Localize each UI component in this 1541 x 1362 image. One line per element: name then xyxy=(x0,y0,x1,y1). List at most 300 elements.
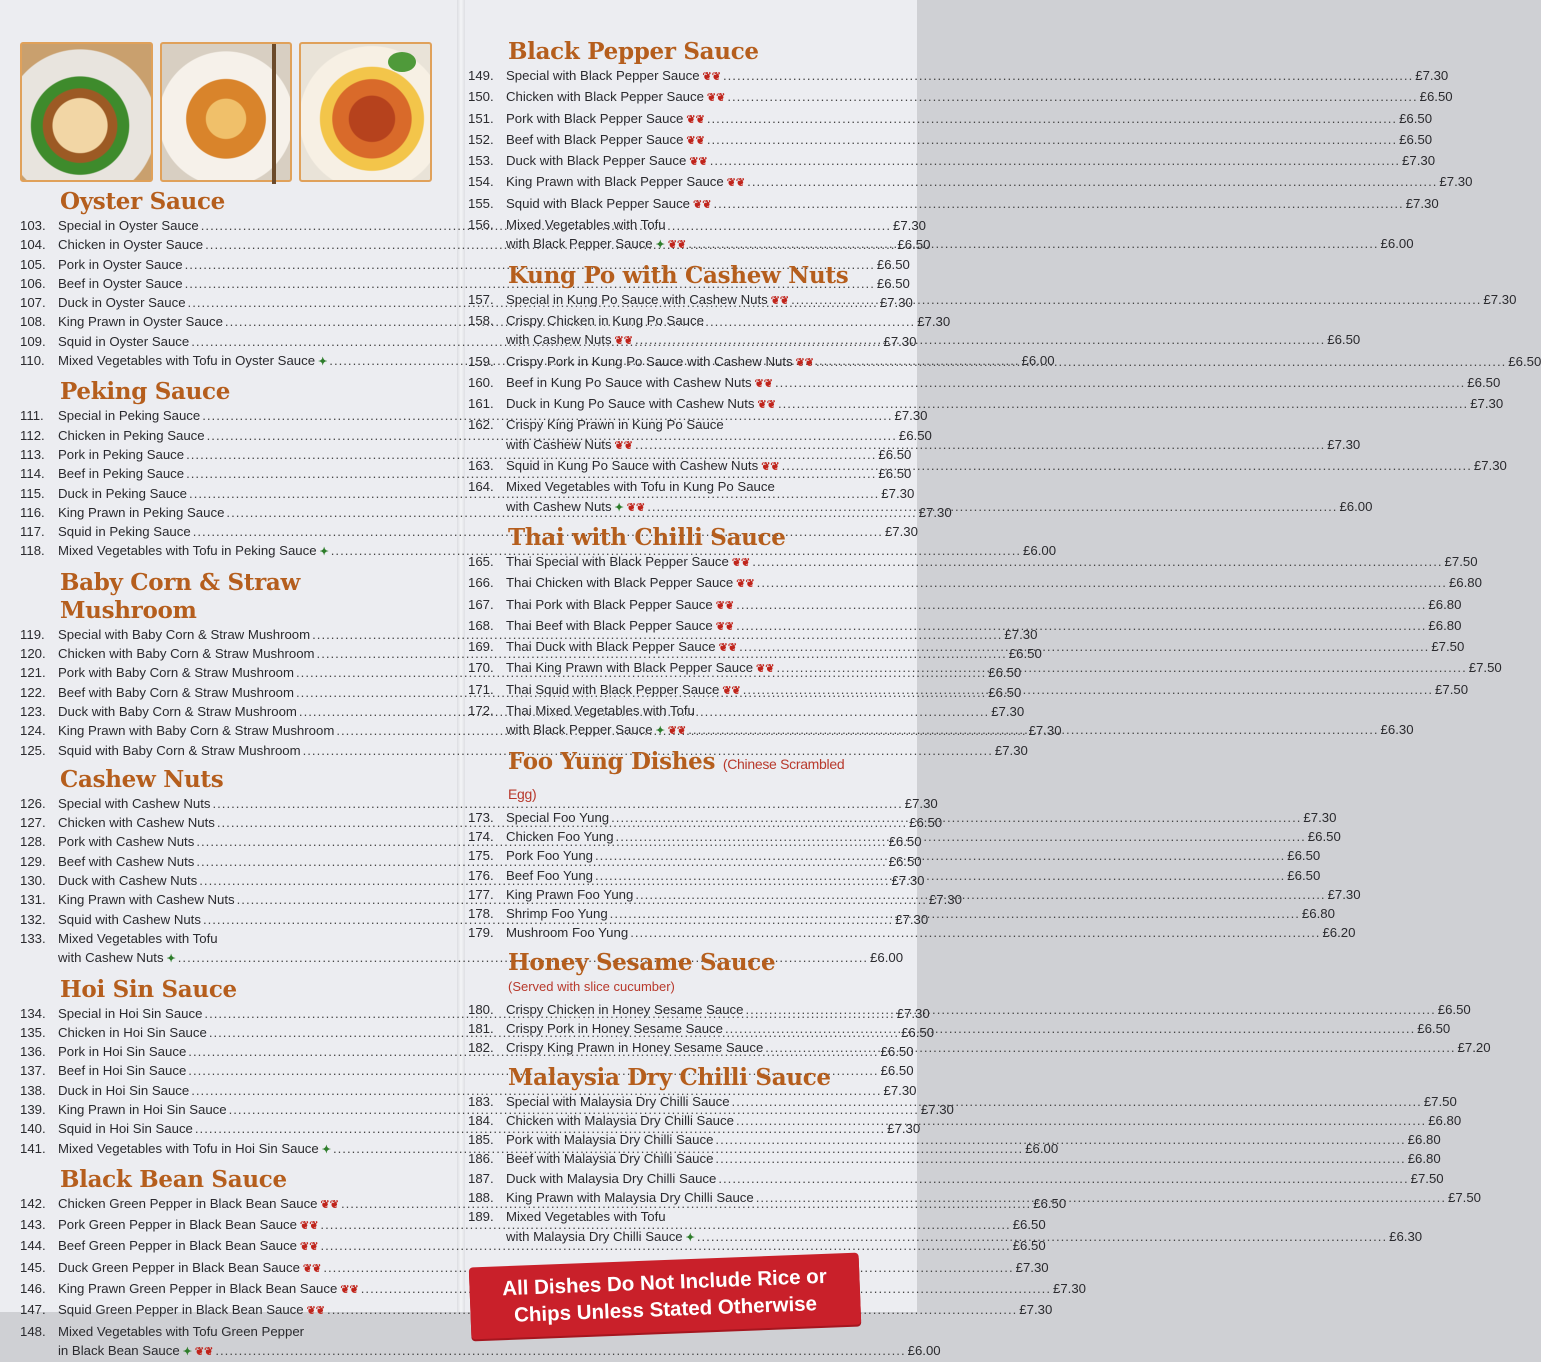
item-price: £7.30 xyxy=(884,524,918,540)
item-price: £6.50 xyxy=(1508,353,1541,369)
item-name: Pork in Hoi Sin Sauce xyxy=(58,1044,187,1060)
section-title-text: Kung Po with Cashew Nuts xyxy=(508,261,849,289)
item-name: Special in Peking Sauce xyxy=(58,408,201,424)
dot-leader xyxy=(630,923,1320,942)
chilli-icon: ❦❦ xyxy=(614,335,633,348)
item-price: £7.30 xyxy=(893,218,927,233)
chilli-icon: ❦❦ xyxy=(706,92,726,105)
item-number: 179. xyxy=(468,925,494,941)
item-number: 108. xyxy=(20,314,46,330)
section-title-text: Thai with Chilli Sauce xyxy=(508,523,786,551)
chilli-icon: ❦❦ xyxy=(299,1220,319,1233)
chilli-icon: ❦❦ xyxy=(718,642,738,655)
section-title-text: Foo Yung Dishes xyxy=(508,747,716,775)
section-title-text: Honey Sesame Sauce xyxy=(508,948,776,976)
chilli-icon: ❦❦ xyxy=(722,684,741,697)
chilli-icon: ❦❦ xyxy=(686,113,705,126)
menu-item xyxy=(468,923,1356,942)
item-price: £6.50 xyxy=(1012,1217,1046,1233)
menu-item xyxy=(468,552,1478,573)
dot-leader xyxy=(713,194,1403,213)
item-price: £6.00 xyxy=(1339,498,1373,514)
dot-leader xyxy=(776,658,1466,677)
item-name: Crispy Chicken in Kung Po Sauce xyxy=(506,312,704,328)
item-number: 169. xyxy=(468,639,494,655)
item-name-line2 xyxy=(506,435,1360,456)
item-price: £7.30 xyxy=(1015,1259,1049,1275)
item-name: Duck with Black Pepper Sauce xyxy=(506,153,687,169)
item-price: £6.50 xyxy=(898,427,932,443)
item-price: £6.80 xyxy=(1428,596,1462,612)
section-title xyxy=(60,766,432,794)
chilli-icon: ❦❦ xyxy=(761,461,780,474)
item-name: Duck with Baby Corn & Straw Mushroom xyxy=(58,703,297,719)
item-price: £6.50 xyxy=(878,446,912,462)
item-price: £7.30 xyxy=(928,892,962,908)
item-number: 118. xyxy=(20,543,45,559)
item-number: 187. xyxy=(468,1170,494,1186)
item-number: 189. xyxy=(468,1209,494,1225)
item-name: Beef with Cashew Nuts xyxy=(58,853,195,869)
section-title xyxy=(60,976,432,1004)
item-price: £6.50 xyxy=(888,853,922,869)
item-name: Duck in Kung Po Sauce with Cashew Nuts xyxy=(506,396,755,412)
chilli-icon: ❦❦ xyxy=(667,239,687,252)
item-name: Mixed Vegetables with Tofu in Hoi Sin Sauce xyxy=(58,1140,319,1156)
menu-item xyxy=(20,794,938,813)
menu-item xyxy=(468,1169,1444,1188)
item-name: Pork Green Pepper in Black Bean Sauce xyxy=(58,1217,297,1233)
rice-chips-banner xyxy=(469,1252,861,1339)
item-name: Chicken in Peking Sauce xyxy=(58,427,205,443)
item-price: £7.30 xyxy=(879,295,913,311)
item-price: £7.50 xyxy=(1431,639,1465,655)
item-name: King Prawn in Oyster Sauce xyxy=(58,314,223,330)
item-number: 174. xyxy=(468,828,494,844)
item-name-block xyxy=(506,215,1414,256)
item-price: £7.30 xyxy=(1327,886,1361,902)
section-subtitle: (Chinese Scrambled Egg) xyxy=(508,755,845,802)
chilli-icon: ❦❦ xyxy=(340,1284,359,1297)
dot-leader xyxy=(595,866,1285,885)
item-number: 164. xyxy=(468,479,494,495)
item-price: £6.50 xyxy=(1399,131,1433,147)
item-name: Mushroom Foo Yung xyxy=(506,925,629,941)
section-title xyxy=(60,569,432,625)
chilli-icon: ❦❦ xyxy=(756,663,775,676)
item-price: £6.00 xyxy=(1025,1140,1059,1156)
item-number: 133. xyxy=(20,930,46,946)
dot-leader xyxy=(791,290,1481,309)
item-number: 168. xyxy=(468,617,494,633)
menu-section xyxy=(468,261,1541,518)
item-price: £6.50 xyxy=(1287,848,1321,864)
item-price: £7.30 xyxy=(883,1082,917,1098)
item-number: 143. xyxy=(20,1217,46,1233)
item-price: £6.50 xyxy=(1008,646,1042,662)
chilli-icon: ❦❦ xyxy=(194,1345,214,1358)
section-title xyxy=(508,262,870,290)
item-price: £7.30 xyxy=(1483,291,1517,307)
item-number: 135. xyxy=(20,1024,46,1040)
item-number: 142. xyxy=(20,1195,46,1211)
banner-line-2: Chips Unless Stated Otherwise xyxy=(513,1292,818,1327)
dot-leader xyxy=(635,885,1325,904)
item-number: 136. xyxy=(20,1044,46,1060)
item-name: Thai Duck with Black Pepper Sauce xyxy=(506,639,716,655)
item-price: £7.30 xyxy=(904,795,938,811)
item-name: Special in Kung Po Sauce with Cashew Nuts xyxy=(506,291,768,307)
item-number: 176. xyxy=(468,867,494,883)
item-name: Beef in Oyster Sauce xyxy=(58,275,183,291)
item-name: Crispy Pork in Honey Sesame Sauce xyxy=(506,1020,723,1036)
item-name-line2 xyxy=(506,330,1360,351)
item-name-line2 xyxy=(58,1341,941,1362)
item-name: King Prawn with Malaysia Dry Chilli Sauce xyxy=(506,1190,754,1206)
item-number: 167. xyxy=(468,596,494,612)
item-price: £6.00 xyxy=(907,1342,941,1358)
dot-leader xyxy=(715,1130,1405,1149)
item-price: £7.30 xyxy=(1473,458,1507,474)
item-number: 121. xyxy=(20,665,46,681)
dot-leader xyxy=(715,1149,1405,1168)
section-title-text: Black Bean Sauce xyxy=(60,1165,287,1193)
item-name-cont: with Cashew Nuts xyxy=(58,950,164,966)
item-price: £7.30 xyxy=(1303,809,1337,825)
item-number: 157. xyxy=(468,291,494,307)
chilli-icon: ❦❦ xyxy=(795,356,815,369)
item-price: £7.30 xyxy=(917,314,951,330)
item-price: £7.30 xyxy=(1415,68,1449,83)
item-price: £7.30 xyxy=(1019,1302,1053,1318)
vegetarian-icon: ✦ xyxy=(182,1345,192,1358)
item-name: Beef in Hoi Sin Sauce xyxy=(58,1063,187,1079)
item-number: 165. xyxy=(468,553,494,569)
item-price: £7.30 xyxy=(894,408,928,424)
dot-leader xyxy=(635,330,1325,349)
item-name: Squid in Hoi Sin Sauce xyxy=(58,1121,193,1137)
chilli-icon: ❦❦ xyxy=(736,578,755,591)
item-number: 116. xyxy=(20,504,45,520)
item-name: Chicken with Malaysia Dry Chilli Sauce xyxy=(506,1112,734,1128)
item-price: £6.50 xyxy=(1437,1001,1471,1017)
item-number: 106. xyxy=(20,275,46,291)
item-price: £6.30 xyxy=(1389,1228,1423,1244)
item-number: 145. xyxy=(20,1259,46,1275)
dot-leader xyxy=(752,552,1442,571)
menu-item xyxy=(468,595,1462,616)
item-name-cont: with Black Pepper Sauce xyxy=(506,722,653,738)
dot-leader xyxy=(635,435,1325,454)
item-price: £7.30 xyxy=(887,1121,921,1137)
item-price: £6.80 xyxy=(1407,1132,1441,1148)
item-number: 146. xyxy=(20,1281,46,1297)
item-name: Duck Green Pepper in Black Bean Sauce xyxy=(58,1259,300,1275)
dot-leader xyxy=(611,808,1301,827)
item-name-cont: with Malaysia Dry Chilli Sauce xyxy=(506,1228,683,1244)
item-number: 155. xyxy=(468,195,494,211)
dot-leader xyxy=(732,1092,1422,1111)
item-number: 113. xyxy=(20,446,45,462)
item-number: 184. xyxy=(468,1112,494,1128)
section-title-text: Baby Corn & Straw Mushroom xyxy=(60,568,301,624)
item-price: £6.50 xyxy=(878,466,912,482)
item-name: Chicken with Baby Corn & Straw Mushroom xyxy=(58,646,315,662)
item-name: Thai Squid with Black Pepper Sauce xyxy=(506,681,720,697)
item-price: £6.50 xyxy=(876,256,910,272)
item-name: Thai Special with Black Pepper Sauce xyxy=(506,553,729,569)
item-number: 111. xyxy=(20,408,44,424)
dot-leader xyxy=(782,456,1472,475)
right-sections xyxy=(468,38,1541,1248)
menu-item xyxy=(468,827,1341,846)
item-price: £6.80 xyxy=(1428,617,1462,633)
item-name: Thai Chicken with Black Pepper Sauce xyxy=(506,575,734,591)
item-price: £6.30 xyxy=(1380,722,1414,738)
item-name: Mixed Vegetables with Tofu xyxy=(58,930,218,946)
dot-leader xyxy=(215,1341,905,1360)
item-price: £7.50 xyxy=(1444,553,1478,569)
section-title xyxy=(60,1166,432,1194)
chilli-icon: ❦❦ xyxy=(726,177,746,190)
menu-item xyxy=(20,741,1028,760)
item-number: 119. xyxy=(20,626,45,642)
item-name-block xyxy=(506,701,1414,742)
item-name: Squid in Kung Po Sauce with Cashew Nuts xyxy=(506,458,759,474)
menu-section xyxy=(468,747,1361,943)
item-number: 153. xyxy=(468,153,494,169)
chilli-icon: ❦❦ xyxy=(626,501,646,514)
section-title-text: Hoi Sin Sauce xyxy=(60,975,237,1003)
section-title-text: Malaysia Dry Chilli Sauce xyxy=(508,1063,831,1091)
vegetarian-icon: ✦ xyxy=(655,725,665,738)
item-name: Chicken in Hoi Sin Sauce xyxy=(58,1024,207,1040)
item-price: £6.50 xyxy=(888,834,922,850)
section-title xyxy=(508,38,870,66)
item-number: 178. xyxy=(468,906,494,922)
item-number: 181. xyxy=(468,1020,494,1036)
item-name-line2 xyxy=(506,497,1372,518)
dot-leader xyxy=(727,87,1417,106)
item-name: Duck with Malaysia Dry Chilli Sauce xyxy=(506,1170,717,1186)
vegetarian-icon: ✦ xyxy=(321,1143,331,1156)
item-name: King Prawn in Peking Sauce xyxy=(58,504,225,520)
item-number: 134. xyxy=(20,1005,46,1021)
dot-leader xyxy=(707,130,1397,149)
item-name: King Prawn Foo Yung xyxy=(506,886,634,902)
item-name-block xyxy=(506,311,1360,352)
chilli-icon: ❦❦ xyxy=(686,134,705,147)
right-column xyxy=(468,0,1541,1332)
chilli-icon: ❦❦ xyxy=(300,1241,319,1254)
item-name: Thai Beef with Black Pepper Sauce xyxy=(506,617,713,633)
vegetarian-icon: ✦ xyxy=(319,546,329,559)
item-number: 162. xyxy=(468,417,494,433)
menu-item xyxy=(20,1322,941,1362)
section-title xyxy=(60,188,432,216)
item-name: Special in Hoi Sin Sauce xyxy=(58,1005,203,1021)
item-number: 186. xyxy=(468,1151,494,1167)
item-price: £7.50 xyxy=(1423,1093,1457,1109)
dot-leader xyxy=(718,1169,1408,1188)
item-number: 110. xyxy=(20,353,45,369)
item-name: Beef with Black Pepper Sauce xyxy=(506,131,684,147)
item-name-block xyxy=(506,415,1360,456)
item-number: 172. xyxy=(468,703,494,719)
item-name: Beef in Kung Po Sauce with Cashew Nuts xyxy=(506,374,752,390)
item-number: 122. xyxy=(20,684,46,700)
item-name-cont: with Cashew Nuts xyxy=(506,332,612,348)
item-number: 137. xyxy=(20,1063,46,1079)
item-number: 117. xyxy=(20,524,45,540)
item-number: 152. xyxy=(468,131,494,147)
item-number: 105. xyxy=(20,256,46,272)
vegetarian-icon: ✦ xyxy=(655,239,665,252)
item-name: Squid with Baby Corn & Straw Mushroom xyxy=(58,742,301,758)
dot-leader xyxy=(816,352,1506,371)
item-name-block xyxy=(506,477,1372,518)
item-number: 104. xyxy=(20,237,46,253)
item-name: Beef with Malaysia Dry Chilli Sauce xyxy=(506,1151,714,1167)
item-name: King Prawn in Hoi Sin Sauce xyxy=(58,1101,227,1117)
item-price: £6.50 xyxy=(1033,1195,1067,1211)
item-price: £7.30 xyxy=(1470,396,1504,412)
item-name: Duck in Hoi Sin Sauce xyxy=(58,1082,190,1098)
item-number: 125. xyxy=(20,742,46,758)
vegetarian-icon: ✦ xyxy=(318,356,328,369)
item-number: 188. xyxy=(468,1190,494,1206)
chilli-icon: ❦❦ xyxy=(306,1305,326,1318)
menu-item xyxy=(20,1258,1049,1279)
item-name: Squid with Black Pepper Sauce xyxy=(506,195,691,211)
item-number: 141. xyxy=(20,1140,46,1156)
item-price: £7.20 xyxy=(1457,1040,1491,1056)
dot-leader xyxy=(736,595,1426,614)
item-number: 154. xyxy=(468,174,494,190)
item-name: Pork in Peking Sauce xyxy=(58,446,185,462)
chilli-icon: ❦❦ xyxy=(731,556,751,569)
dot-leader xyxy=(647,497,1337,516)
item-price: £7.30 xyxy=(918,504,952,520)
item-price: £6.50 xyxy=(1419,89,1453,105)
banner-line-1: All Dishes Do Not Include Rice or xyxy=(501,1264,828,1301)
item-price: £6.50 xyxy=(897,237,931,253)
menu-item xyxy=(468,573,1482,594)
item-name: Beef with Baby Corn & Straw Mushroom xyxy=(58,684,295,700)
item-name: Pork with Black Pepper Sauce xyxy=(506,110,684,126)
dot-leader xyxy=(595,846,1285,865)
item-name: Pork with Malaysia Dry Chilli Sauce xyxy=(506,1132,714,1148)
food-photo-duck xyxy=(299,42,432,182)
section-title-text: Oyster Sauce xyxy=(60,188,226,215)
item-name: Pork with Baby Corn & Straw Mushroom xyxy=(58,665,294,681)
item-name: King Prawn Green Pepper in Black Bean Sauce xyxy=(58,1281,338,1297)
item-price: £6.50 xyxy=(880,1044,914,1060)
item-price: £7.50 xyxy=(1410,1170,1444,1186)
item-name: Beef Green Pepper in Black Bean Sauce xyxy=(58,1238,297,1254)
menu-item xyxy=(468,885,1361,904)
dot-leader xyxy=(725,1019,1415,1038)
item-price: £7.30 xyxy=(1327,436,1361,452)
food-photo-cashew-chicken xyxy=(20,42,153,182)
item-name-cont: with Cashew Nuts xyxy=(506,498,612,514)
item-number: 129. xyxy=(20,853,46,869)
item-name: Pork Foo Yung xyxy=(506,848,593,864)
item-name: Special with Black Pepper Sauce xyxy=(506,68,700,83)
item-name: Chicken with Cashew Nuts xyxy=(58,815,215,831)
item-price: £6.50 xyxy=(1012,1238,1046,1254)
item-price: £6.50 xyxy=(880,1063,914,1079)
chilli-icon: ❦❦ xyxy=(693,198,712,211)
item-number: 120. xyxy=(20,646,46,662)
item-price: £6.00 xyxy=(1380,236,1414,252)
item-price: £7.50 xyxy=(1435,681,1469,697)
item-price: £6.50 xyxy=(901,1024,935,1040)
item-name: King Prawn with Baby Corn & Straw Mushroom xyxy=(58,723,335,739)
item-name: Special with Baby Corn & Straw Mushroom xyxy=(58,626,311,642)
item-name: Duck with Cashew Nuts xyxy=(58,873,198,889)
item-price: £7.30 xyxy=(1004,626,1038,642)
item-number: 159. xyxy=(468,353,494,369)
item-name-block xyxy=(506,1207,1422,1248)
item-price: £7.30 xyxy=(896,1005,930,1021)
item-price: £6.50 xyxy=(1327,332,1361,348)
item-price: £7.30 xyxy=(920,1101,954,1117)
dot-leader xyxy=(756,1188,1446,1207)
item-number: 144. xyxy=(20,1238,46,1254)
chilli-icon: ❦❦ xyxy=(715,620,735,633)
food-photo-sweet-sour xyxy=(160,42,293,182)
section-title xyxy=(508,1064,870,1092)
item-name: King Prawn with Black Pepper Sauce xyxy=(506,174,724,190)
menu-item xyxy=(468,109,1433,130)
item-number: 183. xyxy=(468,1093,494,1109)
item-number: 182. xyxy=(468,1040,494,1056)
item-number: 161. xyxy=(468,396,494,412)
menu-item xyxy=(468,87,1453,108)
item-price: £6.50 xyxy=(1287,867,1321,883)
item-number: 138. xyxy=(20,1082,46,1098)
dot-leader xyxy=(739,637,1429,656)
menu-item xyxy=(20,445,912,464)
section-title-text: Peking Sauce xyxy=(60,378,231,406)
item-name: Chicken Green Pepper in Black Bean Sauce xyxy=(58,1195,318,1211)
item-number: 123. xyxy=(20,703,46,719)
dot-leader xyxy=(747,172,1437,191)
item-number: 166. xyxy=(468,575,494,591)
menu-item xyxy=(20,255,910,274)
item-name: Thai King Prawn with Black Pepper Sauce xyxy=(506,660,754,676)
item-price: £7.30 xyxy=(991,703,1025,719)
item-number: 132. xyxy=(20,911,46,927)
item-price: £7.30 xyxy=(891,873,925,889)
chilli-icon: ❦❦ xyxy=(754,377,774,390)
item-price: £6.00 xyxy=(870,950,904,966)
item-price: £6.50 xyxy=(988,665,1022,681)
menu-item xyxy=(468,1019,1451,1038)
chilli-icon: ❦❦ xyxy=(715,599,735,612)
item-price: £7.30 xyxy=(994,742,1028,758)
item-number: 185. xyxy=(468,1132,494,1148)
item-price: £7.30 xyxy=(895,911,929,927)
item-number: 112. xyxy=(20,427,45,443)
item-name: Thai Mixed Vegetables with Tofu xyxy=(506,703,695,719)
item-price: £6.50 xyxy=(1307,828,1341,844)
menu-item xyxy=(468,394,1504,415)
item-number: 175. xyxy=(468,848,494,864)
item-name: Chicken in Oyster Sauce xyxy=(58,237,204,253)
item-number: 151. xyxy=(468,110,494,126)
